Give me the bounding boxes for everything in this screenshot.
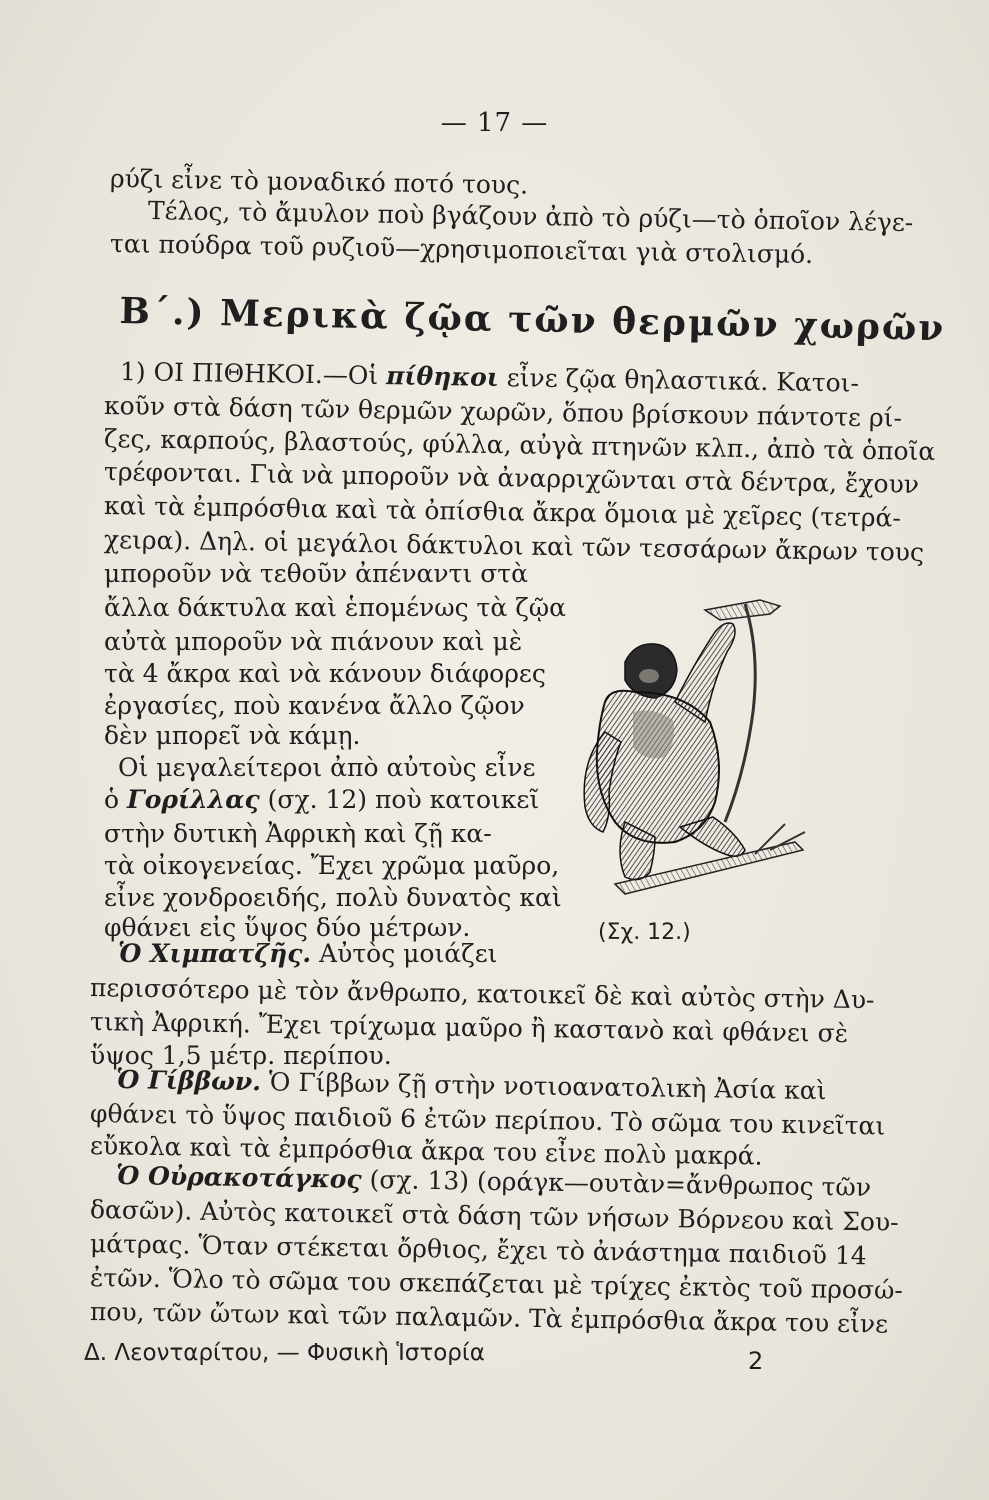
- orangutan-line-3: μάτρας. Ὅταν στέκεται ὄρθιος, ἔχει τὸ ἀνάστημα παιδιοῦ 14: [89, 1229, 867, 1271]
- gorilla-line-2-rest: (σχ. 12) ποὺ κατοικεῖ: [259, 785, 540, 814]
- term-gibbon: Ὁ Γίββων.: [115, 1065, 262, 1097]
- term-orangutan: Ὁ Οὐρακοτάγκος: [115, 1161, 362, 1194]
- section1-line-10: τὰ 4 ἄκρα καὶ νὰ κάνουν διάφορες: [104, 659, 546, 688]
- intro-line-1: ρύζι εἶνε τὸ μοναδικό ποτό τους.: [109, 164, 529, 200]
- section1-line-12: δὲν μπορεῖ νὰ κάμῃ.: [104, 721, 361, 750]
- section-heading: Β΄.) Μερικὰ ζῷα τῶν θερμῶν χωρῶν: [119, 290, 946, 350]
- gorilla-line-5: εἶνε χονδροειδής, πολὺ δυνατὸς καὶ: [104, 883, 562, 912]
- gibbon-line-3: εὔκολα καὶ τὰ ἐμπρόσθια ἄκρα του εἶνε πολὺ μακρά.: [89, 1131, 763, 1171]
- section1-line-1-rest: εἶνε ζῷα θηλαστικά. Κατοι-: [498, 362, 860, 398]
- section1-line-2: κοῦν στὰ δάση τῶν θερμῶν χωρῶν, ὅπου βρίσκουν πάντοτε ρί-: [103, 391, 903, 433]
- gorilla-line-1: Οἱ μεγαλείτεροι ἀπὸ αὐτοὺς εἶνε: [118, 753, 536, 782]
- gorilla-line-6: φθάνει εἰς ὕψος δύο μέτρων.: [104, 913, 471, 942]
- orangutan-line-1-rest: (σχ. 13) (οράγκ—ουτὰν=ἄνθρωπος τῶν: [361, 1164, 872, 1202]
- section1-line-8: ἄλλα δάκτυλα καὶ ἑπομένως τὰ ζῷα: [104, 593, 567, 622]
- section1-line-7: μποροῦν νὰ τεθοῦν ἀπέναντι στὰ: [104, 559, 528, 588]
- gorilla-line-3: στὴν δυτικὴ Ἀφρικὴ καὶ ζῇ κα-: [104, 819, 492, 848]
- term-gorillas: Γορίλλας: [127, 785, 260, 814]
- figure-caption: (Σχ. 12.): [598, 920, 691, 945]
- chimp-line-4: ὕψος 1,5 μέτρ. περίπου.: [90, 1041, 392, 1070]
- section1-line-5: καὶ τὰ ἐμπρόσθια καὶ τὰ ὀπίσθια ἄκρα ὅμοια μὲ χεῖρες (τετρά-: [103, 491, 902, 533]
- section1-line-9: αὐτὰ μποροῦν νὰ πιάνουν καὶ μὲ: [104, 627, 523, 656]
- section1-line-6: χειρα). Δηλ. οἱ μεγάλοι δάκτυλοι καὶ τῶν τεσσάρων ἄκρων τους: [103, 525, 925, 567]
- gibbon-line-2: φθάνει τὸ ὕψος παιδιοῦ 6 ἐτῶν περίπου. Τὸ σῶμα του κινεῖται: [89, 1099, 886, 1141]
- chimp-line-3: τικὴ Ἀφρική. Ἔχει τρίχωμα μαῦρο ἢ καστανὸ καὶ φθάνει σὲ: [89, 1007, 849, 1048]
- section1-line-3: ζες, καρπούς, βλαστούς, φύλλα, αὐγὰ πτηνῶν κλπ., ἀπὸ τὰ ὁποῖα: [103, 424, 936, 467]
- section1-line-4: τρέφονται. Γιὰ νὰ μποροῦν νὰ ἀναρριχῶνται στὰ δέντρα, ἔχουν: [103, 457, 920, 499]
- gorilla-line-4: τὰ οἰκογενείας. Ἔχει χρῶμα μαῦρο,: [104, 851, 560, 880]
- footer-author-title: Δ. Λεονταρίτου, — Φυσικὴ Ἱστορία: [84, 1340, 485, 1366]
- section1-label: 1) ΟΙ ΠΙΘΗΚΟΙ.—Οἱ: [119, 357, 387, 391]
- orangutan-line-5: που, τῶν ὤτων καὶ τῶν παλαμῶν. Τὰ ἐμπρόσθια ἄκρα του εἶνε: [89, 1297, 889, 1339]
- gorilla-article: ὁ: [104, 785, 127, 814]
- chimp-line-2: περισσότερο μὲ τὸν ἄνθρωπο, κατοικεῖ δὲ καὶ αὐτὸς στὴν Δυ-: [89, 973, 875, 1015]
- orangutan-line-4: ἐτῶν. Ὅλο τὸ σῶμα του σκεπάζεται μὲ τρίχες ἐκτὸς τοῦ προσώ-: [89, 1263, 904, 1305]
- gibbon-line-1-rest: Ὁ Γίββων ζῇ στὴν νοτιοανατολικὴ Ἀσία καὶ: [260, 1067, 827, 1106]
- intro-line-3: ται πούδρα τοῦ ρυζιοῦ—χρησιμοποιεῖται γιὰ στολισμό.: [109, 229, 814, 270]
- gorilla-illustration: [555, 592, 825, 902]
- section1-line-11: ἐργασίες, ποὺ κανένα ἄλλο ζῷον: [104, 691, 525, 720]
- term-pithikoi: πίθηκοι: [385, 361, 500, 392]
- chimp-line-1-rest: Αὐτὸς μοιάζει: [311, 939, 498, 968]
- gorilla-chest: [633, 711, 674, 759]
- chimp-line-1: [118, 938, 497, 970]
- gorilla-face: [639, 669, 659, 683]
- orangutan-line-2: δασῶν). Αὐτὸς κατοικεῖ στὰ δάση τῶν νήσων Βόρνεου καὶ Σου-: [89, 1195, 899, 1237]
- gorilla-line-2: [104, 784, 539, 816]
- term-chimpanzee: Ὁ Χιμπατζῆς.: [118, 939, 312, 968]
- page-number: — 17 —: [440, 108, 549, 138]
- signature-number: 2: [748, 1347, 764, 1375]
- upper-branch: [705, 600, 780, 620]
- intro-line-2: Τέλος, τὸ ἄμυλον ποὺ βγάζουν ἀπὸ τὸ ρύζι—τὸ ὁποῖον λέγε-: [147, 196, 914, 238]
